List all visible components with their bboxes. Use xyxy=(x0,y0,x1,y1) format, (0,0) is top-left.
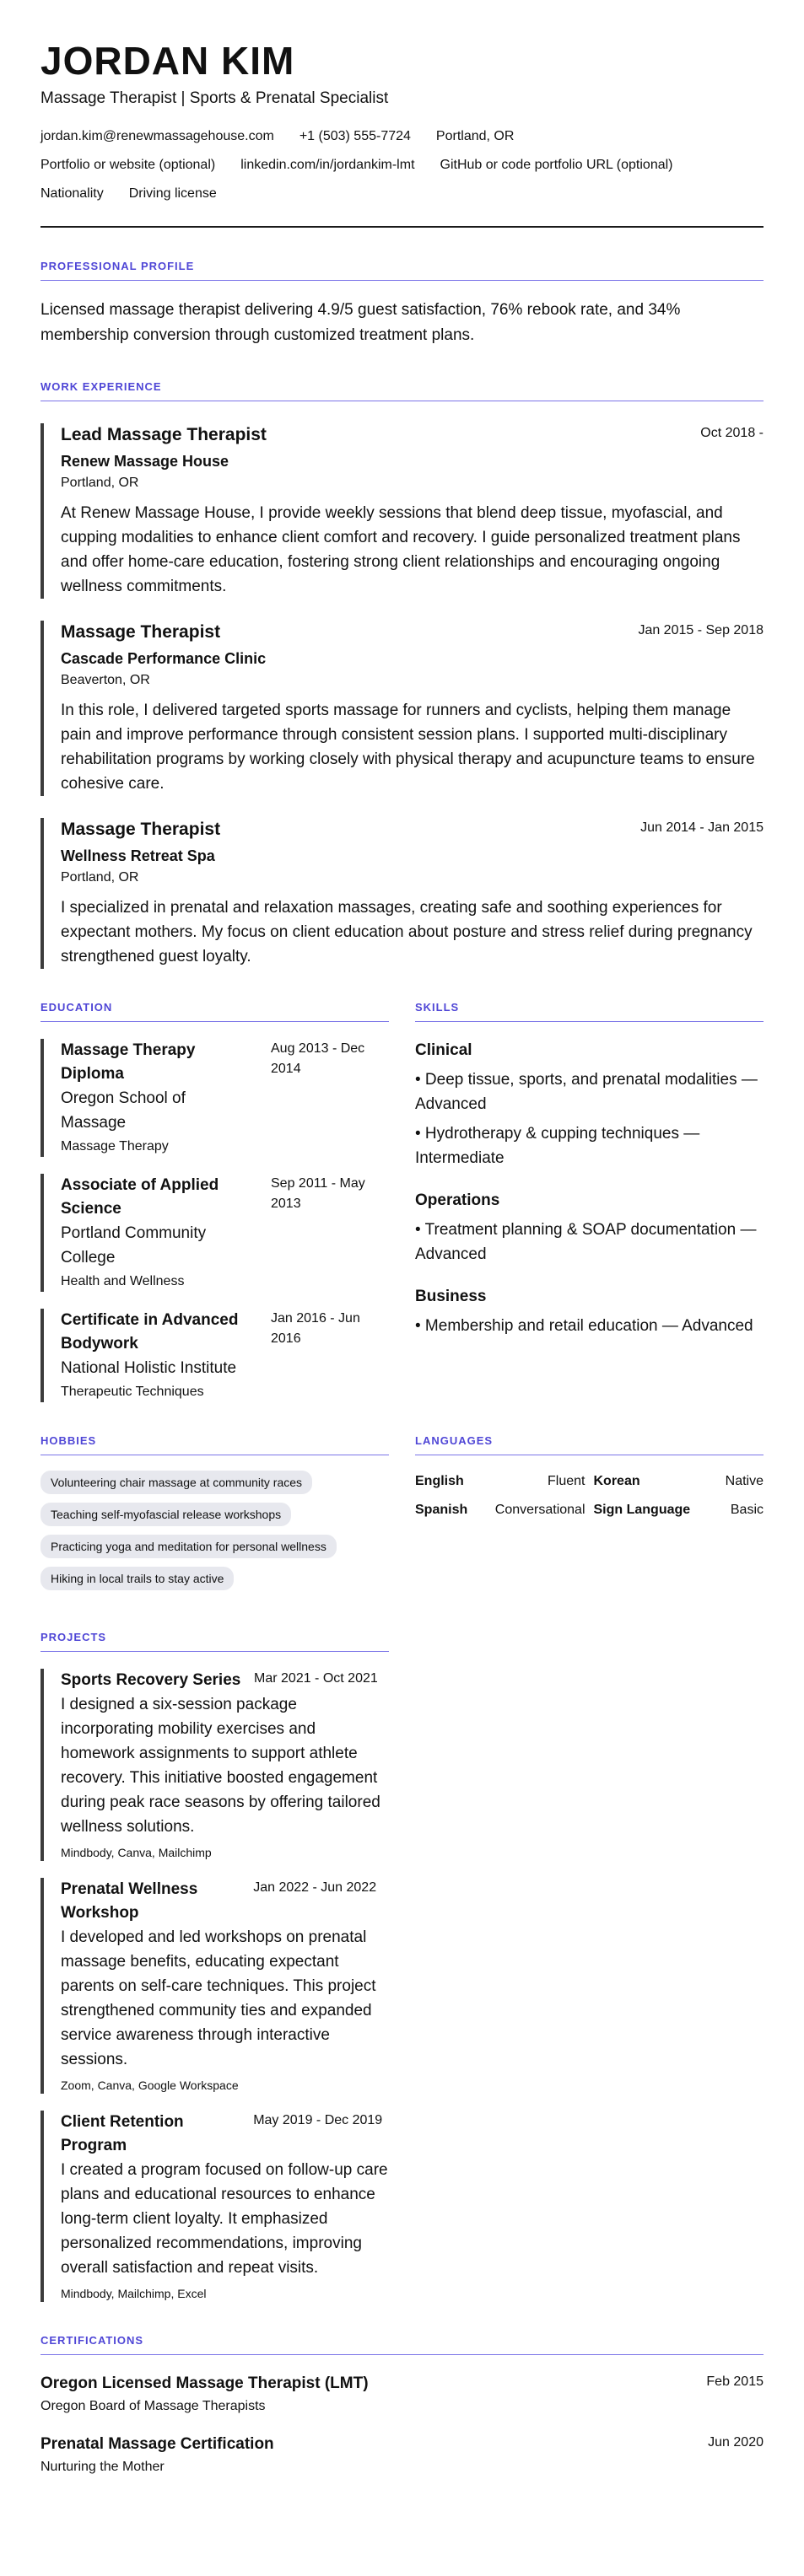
education-entry xyxy=(40,1174,389,1292)
job-date: Jan 2015 - Sep 2018 xyxy=(638,623,764,637)
project-entry xyxy=(40,2111,389,2302)
section-title: PROFESSIONAL PROFILE xyxy=(40,260,764,281)
github-link[interactable]: GitHub or code portfolio URL (optional) xyxy=(440,158,673,172)
experience-section xyxy=(40,380,764,969)
project-tools: Mindbody, Canva, Mailchimp xyxy=(61,1846,212,1859)
skill-category: Clinical xyxy=(415,1041,472,1059)
email-link[interactable]: jordan.kim@renewmassagehouse.com xyxy=(40,129,274,143)
language-item xyxy=(415,1472,585,1491)
linkedin-link[interactable]: linkedin.com/in/jordankim-lmt xyxy=(240,158,415,172)
language-name: Korean xyxy=(593,1474,640,1488)
job-title: Massage Therapist xyxy=(61,622,221,642)
education-field: Massage Therapy xyxy=(61,1139,169,1154)
language-name: Spanish xyxy=(415,1503,468,1517)
experience-entry xyxy=(40,621,764,796)
resume-header xyxy=(40,37,764,228)
project-date: Jan 2022 - Jun 2022 xyxy=(253,1880,377,1895)
project-title: Client Retention Program xyxy=(61,2113,184,2154)
education-entry xyxy=(40,1039,389,1157)
language-level: Native xyxy=(725,1474,764,1488)
education-entry xyxy=(40,1309,389,1402)
education-section xyxy=(40,1001,389,1402)
projects-section xyxy=(40,1631,389,2302)
language-item xyxy=(415,1501,585,1519)
project-title: Prenatal Wellness Workshop xyxy=(61,1880,198,1922)
job-location: Portland, OR xyxy=(61,870,139,885)
job-title: Massage Therapist xyxy=(61,820,221,839)
certification-org: Oregon Board of Massage Therapists xyxy=(40,2399,266,2413)
section-title: EDUCATION xyxy=(40,1001,389,1022)
job-description: At Renew Massage House, I provide weekly sessions that blend deep tissue, myofascial, and cupping modalities to enhance client comfort and recovery. I guide personalized treatment plans and offer home-care education, fostering strong client relationships and encouraging ongoing wellness commitments. xyxy=(61,504,741,595)
profile-summary: Licensed massage therapist delivering 4.9/5 guest satisfaction, 76% rebook rate, and 34% membership conversion through customized treatment plans. xyxy=(40,301,681,344)
company-name: Renew Massage House xyxy=(61,453,229,470)
links-row xyxy=(40,157,764,174)
job-date: Oct 2018 - xyxy=(700,426,764,440)
skill-item: • Membership and retail education — Advanced xyxy=(415,1317,753,1335)
skill-item: • Treatment planning & SOAP documentation — Advanced xyxy=(415,1221,757,1263)
nationality-text: Nationality xyxy=(40,186,104,201)
license-text: Driving license xyxy=(128,186,217,201)
section-title: HOBBIES xyxy=(40,1434,389,1455)
language-level: Basic xyxy=(730,1503,764,1517)
section-title: LANGUAGES xyxy=(415,1434,764,1455)
language-item xyxy=(594,1472,764,1491)
company-name: Cascade Performance Clinic xyxy=(61,650,267,667)
section-title: CERTIFICATIONS xyxy=(40,2334,764,2355)
education-date: Sep 2011 - May 2013 xyxy=(271,1176,365,1211)
education-field: Health and Wellness xyxy=(61,1274,185,1288)
certification-entry xyxy=(40,2372,764,2416)
school-name: National Holistic Institute xyxy=(61,1359,237,1377)
hobby-tags xyxy=(40,1471,389,1599)
skill-item: • Hydrotherapy & cupping techniques — Intermediate xyxy=(415,1125,700,1167)
school-name: Oregon School of Massage xyxy=(61,1089,186,1132)
project-entry xyxy=(40,1669,389,1861)
language-name: Sign Language xyxy=(593,1503,691,1517)
phone-text: +1 (503) 555-7724 xyxy=(299,129,411,143)
job-date: Jun 2014 - Jan 2015 xyxy=(640,820,764,835)
project-description: I developed and led workshops on prenatal massage benefits, educating expectant parents on self-care techniques. This project strengthened community ties and expanded service awareness through interactive sessions. xyxy=(61,1928,376,2068)
candidate-name: JORDAN KIM xyxy=(40,39,295,83)
certification-date: Jun 2020 xyxy=(708,2435,764,2450)
degree-title: Associate of Applied Science xyxy=(61,1176,219,1218)
section-title: WORK EXPERIENCE xyxy=(40,380,764,401)
job-location: Portland, OR xyxy=(61,476,139,490)
project-date: May 2019 - Dec 2019 xyxy=(253,2113,383,2127)
skills-section xyxy=(415,1001,764,1402)
hobby-tag: Hiking in local trails to stay active xyxy=(40,1567,234,1590)
education-skills-row xyxy=(40,1001,764,1402)
contact-row xyxy=(40,128,764,145)
section-title: SKILLS xyxy=(415,1001,764,1022)
language-level: Fluent xyxy=(548,1474,585,1488)
hobbies-section xyxy=(40,1434,389,1599)
header-divider xyxy=(40,226,764,228)
education-field: Therapeutic Techniques xyxy=(61,1385,204,1399)
certification-org: Nurturing the Mother xyxy=(40,2460,165,2474)
hobby-tag: Practicing yoga and meditation for personal wellness xyxy=(40,1535,337,1558)
job-title: Lead Massage Therapist xyxy=(61,425,267,444)
certification-date: Feb 2015 xyxy=(706,2374,764,2389)
company-name: Wellness Retreat Spa xyxy=(61,847,215,864)
project-date: Mar 2021 - Oct 2021 xyxy=(254,1671,378,1686)
hobbies-languages-row xyxy=(40,1434,764,1599)
experience-entry xyxy=(40,423,764,599)
job-description: In this role, I delivered targeted sports massage for runners and cyclists, helping them manage pain and improve performance through consistent session plans. I supported multi-disciplinary rehabilitation programs by working closely with physical therapy and acupuncture teams to ensure cohesive care. xyxy=(61,702,755,793)
certification-name: Oregon Licensed Massage Therapist (LMT) xyxy=(40,2374,369,2392)
degree-title: Massage Therapy Diploma xyxy=(61,1041,196,1083)
degree-title: Certificate in Advanced Bodywork xyxy=(61,1311,239,1353)
projects-row xyxy=(40,1631,764,2302)
skill-category: Operations xyxy=(415,1191,500,1209)
education-date: Jan 2016 - Jun 2016 xyxy=(271,1311,360,1346)
personal-row xyxy=(40,186,764,202)
job-description: I specialized in prenatal and relaxation massages, creating safe and soothing experiences for expectant mothers. My focus on client education about posture and stress relief during pregnancy strengthened guest loyalty. xyxy=(61,899,753,965)
education-date: Aug 2013 - Dec 2014 xyxy=(271,1041,365,1076)
location-text: Portland, OR xyxy=(435,129,515,143)
language-item xyxy=(594,1501,764,1519)
candidate-headline: Massage Therapist | Sports & Prenatal Specialist xyxy=(40,89,389,107)
hobby-tag: Teaching self-myofascial release workshops xyxy=(40,1503,291,1526)
project-tools: Mindbody, Mailchimp, Excel xyxy=(61,2287,207,2300)
certifications-section xyxy=(40,2334,764,2477)
hobby-tag: Volunteering chair massage at community races xyxy=(40,1471,312,1494)
skill-category: Business xyxy=(415,1288,487,1305)
project-description: I created a program focused on follow-up care plans and educational resources to enhance long-term client loyalty. It emphasized personalized recommendations, improving overall satisfaction and repeat visits. xyxy=(61,2161,388,2277)
website-link[interactable]: Portfolio or website (optional) xyxy=(40,158,216,172)
project-tools: Zoom, Canva, Google Workspace xyxy=(61,2079,239,2092)
project-description: I designed a six-session package incorporating mobility exercises and homework assignments to support athlete recovery. This initiative boosted engagement during peak race seasons by offering tailored wellness solutions. xyxy=(61,1696,380,1836)
experience-entry xyxy=(40,818,764,969)
certification-entry xyxy=(40,2433,764,2477)
certification-name: Prenatal Massage Certification xyxy=(40,2435,274,2453)
language-name: English xyxy=(415,1474,464,1488)
school-name: Portland Community College xyxy=(61,1224,207,1266)
project-title: Sports Recovery Series xyxy=(61,1671,241,1689)
language-level: Conversational xyxy=(494,1503,585,1517)
section-title: PROJECTS xyxy=(40,1631,389,1652)
profile-section xyxy=(40,260,764,348)
job-location: Beaverton, OR xyxy=(61,673,150,687)
skill-item: • Deep tissue, sports, and prenatal modalities — Advanced xyxy=(415,1071,758,1113)
languages-section xyxy=(415,1434,764,1599)
project-entry xyxy=(40,1878,389,2094)
